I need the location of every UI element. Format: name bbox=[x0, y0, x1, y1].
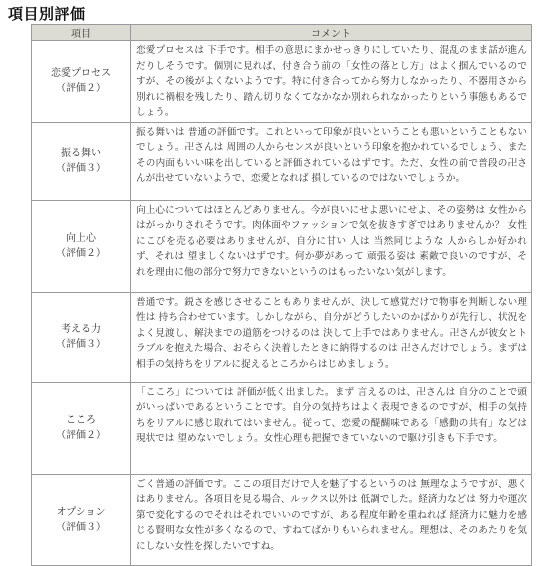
table-header-row bbox=[32, 25, 532, 41]
item-rating: （評価２） bbox=[56, 248, 106, 259]
item-cell bbox=[32, 474, 131, 565]
page-title: 項目別評価 bbox=[8, 5, 86, 23]
table-row bbox=[32, 200, 532, 292]
comment-cell: 振る舞いは 普通の評価です。これといって印象が良いということも悪いということもないでしょう。卍さんは 周囲の人からセンスが良いという印象を抱かれているでしょう、またその内面もいい味を出していると評価されているはずです。ただ、女性の前で普段の卍さんが出せていないようで、恋愛となれば 損しているのではないでしょうか。 bbox=[131, 122, 532, 200]
item-name: 向上心 bbox=[66, 233, 96, 244]
item-cell bbox=[32, 200, 131, 292]
column-header-item: 項目 bbox=[32, 25, 131, 41]
table-row bbox=[32, 122, 532, 200]
comment-cell: 向上心についてはほとんどありません。今が良いにせよ悪いにせよ、その姿勢は 女性からはがっかりされそうです。肉体面やファッションで気を抜きすぎではありませんか？ 女性にこびを売る必要はありませんが、自分に甘い 人は 当然同じような 人からしか好かれず、それは 望ましくないはずです。何か夢があって 頑張る姿は 素敵で良いのですが、それを理由に他の部分で努力できないというのはもったいない気がします。 bbox=[131, 200, 532, 292]
table-row bbox=[32, 292, 532, 382]
item-cell bbox=[32, 382, 131, 474]
item-rating: （評価３） bbox=[56, 163, 106, 174]
column-header-comment: コメント bbox=[131, 25, 532, 41]
item-rating: （評価３） bbox=[56, 339, 106, 350]
item-cell bbox=[32, 41, 131, 123]
comment-cell: 恋愛プロセスは 下手です。相手の意思にまかせっきりにしていたり、混乱のまま話が進んだりしそうです。個別に見れば、付き合う前の「女性の落とし方」はよく掴んでいるのですが、その後がよくないようです。特に付き合ってから努力しなかったり、不器用さから別れに禍根を残したり、踏ん切りなくてなかなか別れられなかったりという事態もあるでしょう。 bbox=[131, 41, 532, 123]
item-name: オプション bbox=[56, 506, 106, 518]
evaluation-table bbox=[31, 24, 532, 566]
item-cell bbox=[32, 292, 131, 382]
item-rating: （評価２） bbox=[56, 83, 106, 95]
table-row bbox=[32, 474, 532, 565]
item-rating: （評価３） bbox=[56, 521, 106, 533]
item-name: こころ bbox=[66, 415, 96, 426]
item-cell bbox=[32, 122, 131, 200]
item-name: 考える力 bbox=[61, 324, 101, 335]
item-rating: （評価２） bbox=[56, 430, 106, 441]
table-row bbox=[32, 41, 532, 123]
table-row bbox=[32, 382, 532, 474]
comment-cell: 「こころ」については 評価が低く出ました。まず 言えるのは、卍さんは 自分のことで頭がいっぱいであるということです。自分の気持ちはよく表現できるのですが、相手の気持ちをリアルに感じ取れてはいません。従って、恋愛の醍醐味である「感動の共有」などは 現状では 望めないでしょう。女性心理も把握できていないので駆け引きも下手です。 bbox=[131, 382, 532, 474]
item-name: 恋愛プロセス bbox=[51, 68, 111, 80]
comment-cell: 普通です。鋭さを感じさせることもありませんが、決して感覚だけで物事を判断しない理性は 持ち合わせています。しかしながら、自分がどうしたいのかばかりが先行し、状況をよく見渡し、解決までの道筋をつけるのは 決して上手ではありません。卍さんが彼女とトラブルを抱えた場合、おそらく決着したときに納得するのは 卍さんだけでしょう。まずは 相手の気持ちをリアルに捉えるところからはじめましょう。 bbox=[131, 292, 532, 382]
comment-cell: ごく普通の評価です。ここの項目だけで人を魅了するというのは 無理なようですが、悪くはありません。各項目を見る場合、ルックス以外は 低調でした。経済力などは 努力や運次第で変化するのでそれはそれでいいのですが、ある程度年齢を重ねれば 経済力に魅力を感じる賢明な女性が多くなるので、すねてばかりもいられません。理想は、そのあたりを気にしない女性を探したいですね。 bbox=[131, 474, 532, 565]
item-name: 振る舞い bbox=[61, 148, 101, 159]
